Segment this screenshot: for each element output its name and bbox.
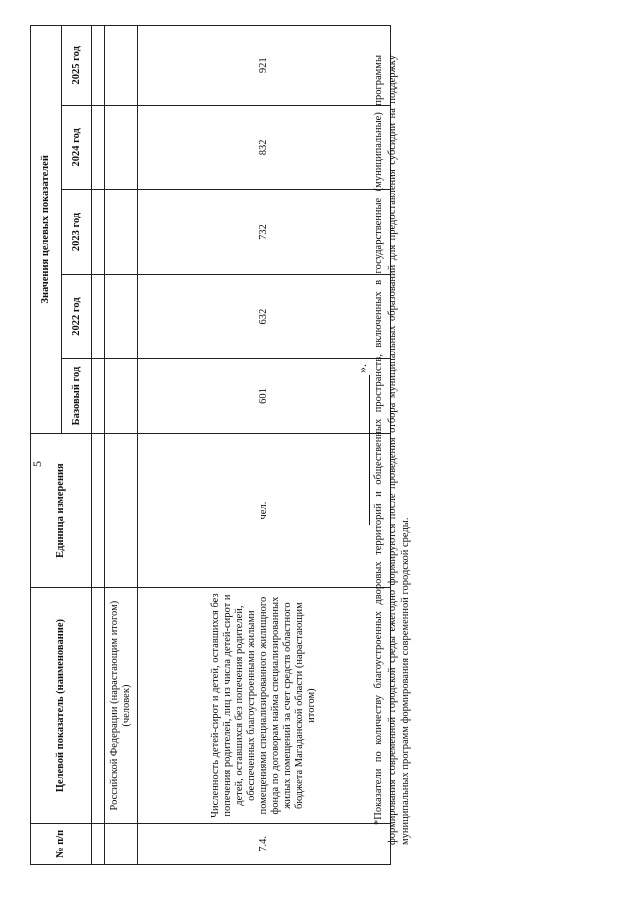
continuation-row	[105, 26, 138, 865]
col-index	[92, 105, 105, 190]
header-values-group: Значения целевых показателей	[31, 26, 62, 434]
header-year-2025: 2025 год	[62, 26, 92, 106]
cont-value	[105, 26, 138, 106]
footnote: *Показатели по количеству благоустроенных дворовых территорий и общественных пространств, включенных в государственные (муниципальные) программы формирования современной городской среды ежегодно формируются после проведения отбора муниципальных образований для предоставления субсидии на поддержку муниципальных программ формирования современной городской среды.	[373, 55, 411, 845]
signature-line	[369, 375, 370, 525]
col-index	[92, 823, 105, 864]
table-row-7-4	[138, 26, 391, 865]
cont-indicator: Российской Федерации (нарастающим итогом) (человек)	[105, 588, 138, 823]
header-year-2024: 2024 год	[62, 105, 92, 190]
cont-value	[105, 274, 138, 359]
header-indicator: Целевой показатель (наименование)	[31, 588, 92, 823]
cont-value	[105, 190, 138, 275]
row-value-2023: 732	[138, 190, 391, 275]
row-value-2024: 832	[138, 105, 391, 190]
row-value-2025: 921	[138, 26, 391, 106]
closing-mark	[355, 364, 370, 525]
page-number: 5	[30, 461, 44, 467]
cont-unit	[105, 433, 138, 588]
target-indicators-table	[30, 25, 391, 865]
header-year-2023: 2023 год	[62, 190, 92, 275]
row-indicator: Численность детей-сирот и детей, оставшихся без попечения родителей, лиц из числа детей-сирот и детей, оставшихся без попечения родителей, обеспеченных благоустроенными жилыми помещениями специализированного жилищного фонда по договорам найма специализированных жилых помещений за счет средств областного бюджета Магаданской области (нарастающим итогом)	[138, 588, 391, 823]
header-year-2022: 2022 год	[62, 274, 92, 359]
row-value-2022: 632	[138, 274, 391, 359]
row-unit: чел.	[138, 433, 391, 588]
col-index	[92, 26, 105, 106]
cont-num	[105, 823, 138, 864]
col-index	[92, 588, 105, 823]
col-index	[92, 359, 105, 433]
cont-value	[105, 359, 138, 433]
header-unit: Единица измерения	[31, 433, 92, 588]
col-index	[92, 190, 105, 275]
header-row-1	[31, 26, 62, 865]
row-base-value: 601	[138, 359, 391, 433]
closing-quote: ».	[355, 364, 369, 373]
header-base-year: Базовый год	[62, 359, 92, 433]
column-index-row	[92, 26, 105, 865]
col-index	[92, 274, 105, 359]
col-index	[92, 433, 105, 588]
row-num: 7.4.	[138, 823, 391, 864]
cont-value	[105, 105, 138, 190]
header-num: № п/п	[31, 823, 92, 864]
